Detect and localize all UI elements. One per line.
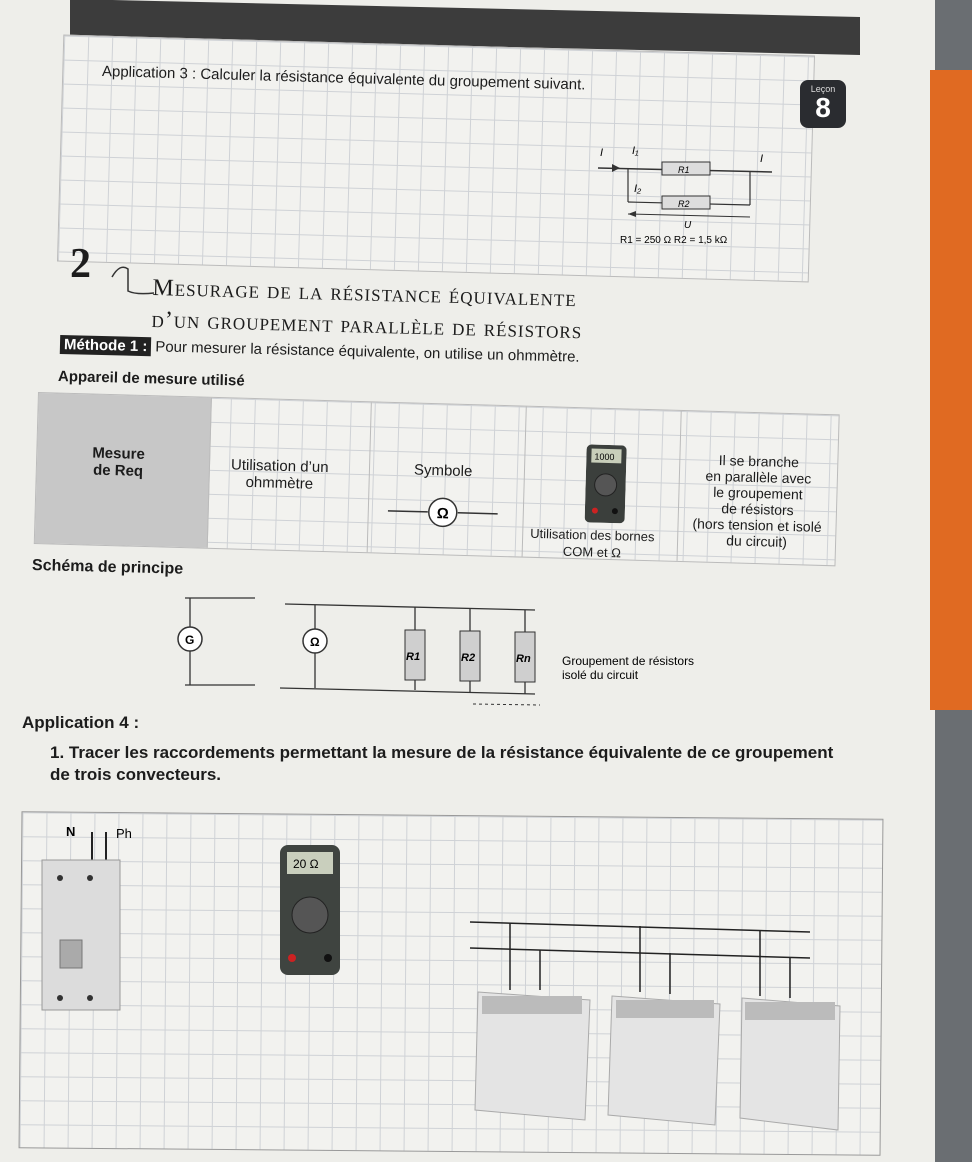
lesson-badge-label: Leçon <box>810 84 836 94</box>
orange-page-edge <box>930 70 972 710</box>
table-branche-line5: (hors tension et isolé <box>692 515 822 535</box>
schema-r2-label: R2 <box>461 652 476 664</box>
schema-note-line1: Groupement de résistors <box>562 654 695 668</box>
table-cell-bornes <box>522 407 682 561</box>
table-branche-line4: de résistors <box>721 500 794 519</box>
method-tag: Méthode 1 : <box>60 335 152 356</box>
table-cell-ohmmetre <box>207 398 372 552</box>
current-i1-label: I₁ <box>632 145 639 157</box>
table-branche-line6: du circuit) <box>726 532 788 550</box>
table-mesure-line2: de Req <box>92 461 144 480</box>
application4-question <box>50 742 833 786</box>
multimeter-image <box>585 444 627 523</box>
section-number: 2 <box>70 241 91 287</box>
section-title <box>151 272 583 347</box>
section-title-line1: Mesurage de la résistance équivalente <box>152 275 578 313</box>
table-branche-line2: en parallèle avec <box>705 467 812 487</box>
application4-question-line1: 1. Tracer les raccordements permettant la mesure de la résistance équivalente de ce groupement <box>50 743 834 762</box>
table-cell-branchement <box>677 411 838 565</box>
r1-label: R1 <box>678 165 690 175</box>
circuit-breaker <box>42 860 120 1010</box>
generator-label: G <box>185 633 195 647</box>
schema-note-line2: isolé du circuit <box>562 668 639 682</box>
lesson-badge-number: 8 <box>815 92 831 123</box>
section-title-line2: d’un groupement parallèle de résistors <box>151 306 583 345</box>
ohmmeter-symbol-omega: Ω <box>436 505 450 523</box>
multimeter-display: 1000 <box>594 451 615 463</box>
table-ohmmetre-line2: ohmmètre <box>245 473 314 493</box>
current-i-right-label: I <box>760 153 764 165</box>
application4-drawing <box>30 820 850 1140</box>
voltage-label: U <box>684 220 692 231</box>
application4-question-line2: de trois convecteurs. <box>50 765 222 784</box>
table-ohmmetre-line1: Utilisation d’un <box>230 456 329 477</box>
multimeter-app4 <box>280 845 340 975</box>
table-cell-symbole <box>367 402 527 556</box>
table-bornes-line1: Utilisation des bornes <box>530 525 655 545</box>
table-mesure-line1: Mesure <box>92 444 146 464</box>
schema-rn-label: Rn <box>516 653 531 665</box>
convector-2 <box>608 996 720 1125</box>
application4-title: Application 4 : <box>22 713 140 732</box>
appareil-label: Appareil de mesure utilisé <box>57 368 245 390</box>
r2-label: R2 <box>678 199 690 209</box>
table-symbole-label: Symbole <box>413 461 473 481</box>
measure-table <box>34 392 840 566</box>
application3-circuit <box>590 140 790 250</box>
application3-title: Application 3 : Calculer la résistance équivalente du groupement suivant. <box>101 63 586 94</box>
phase-label: Ph <box>116 826 132 841</box>
convector-1 <box>475 992 590 1120</box>
convector-3 <box>740 998 840 1130</box>
resistor-values: R1 = 250 Ω R2 = 1,5 kΩ <box>620 235 728 246</box>
method-text: Pour mesurer la résistance équivalente, on utilise un ohmmètre. <box>155 338 580 366</box>
meter-display: 20 Ω <box>293 857 319 871</box>
table-bornes-line2: COM et Ω <box>562 543 622 561</box>
table-branche-line3: le groupement <box>712 483 803 503</box>
current-i2-label: I₂ <box>634 183 642 195</box>
lesson-badge <box>800 80 846 128</box>
neutral-label: N <box>66 824 76 839</box>
table-branche-line1: Il se branche <box>718 452 800 471</box>
schema-title: Schéma de principe <box>31 557 184 578</box>
ohmmeter-symbol <box>387 491 498 534</box>
schema-principe <box>175 590 735 715</box>
current-i-label: I <box>600 147 604 159</box>
schema-r1-label: R1 <box>406 651 421 663</box>
table-cell-mesure <box>35 393 212 548</box>
ohm-label: Ω <box>310 635 320 649</box>
